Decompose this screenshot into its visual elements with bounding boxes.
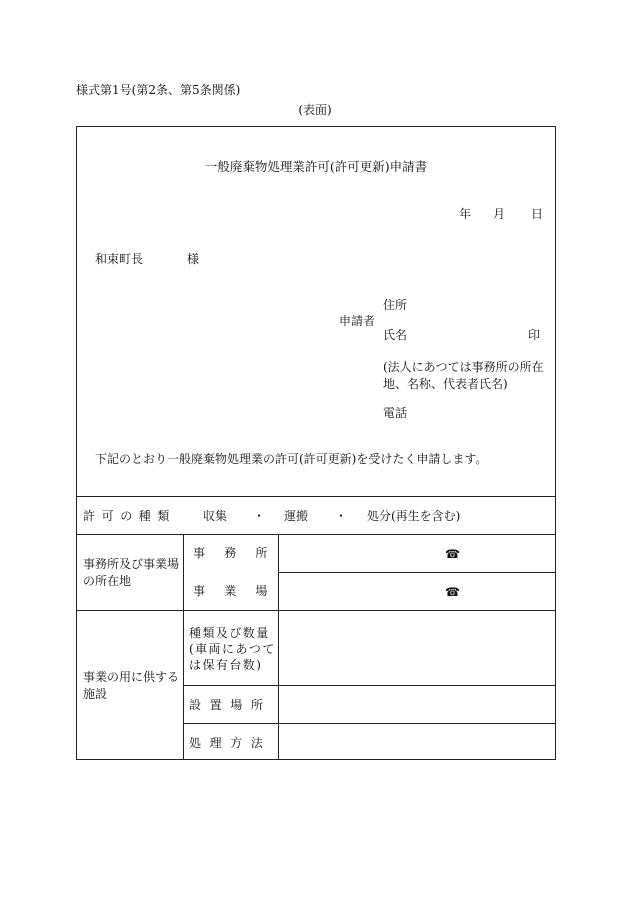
name-field[interactable]: 氏名 [383, 328, 408, 342]
types-quantity-note-cont: は保有台数) [189, 658, 263, 672]
front-side-label: (表面) [298, 103, 332, 117]
address-field[interactable]: 住所 [383, 298, 408, 312]
processing-method-label: 処理方法 [189, 736, 272, 750]
table-top-border [77, 496, 555, 497]
date-month-field[interactable]: 月 [493, 207, 506, 221]
types-quantity-label: 種類及び数量 [189, 626, 270, 640]
column-divider [183, 534, 184, 759]
row-divider [183, 685, 555, 686]
facilities-label: 事業の用に供する [83, 670, 180, 684]
permit-option-disposal[interactable]: 処分(再生を含む) [367, 509, 461, 523]
applicant-label: 申請者 [339, 314, 376, 328]
separator-dot: ・ [335, 509, 348, 523]
location-label: 事務所及び事業場 [83, 557, 180, 571]
site-label: 事業場 [193, 584, 287, 598]
row-divider [77, 534, 555, 535]
types-quantity-note: (車両にあつて [189, 642, 276, 656]
row-divider [183, 723, 555, 724]
permit-option-collection[interactable]: 収集 [203, 509, 228, 523]
seal-mark: 印 [528, 328, 541, 342]
telephone-icon: ☎ [445, 585, 460, 599]
column-divider [278, 534, 279, 759]
row-divider [278, 572, 555, 573]
phone-field[interactable]: 電話 [383, 406, 408, 420]
permit-type-label: 許可の種類 [83, 509, 177, 523]
document-title: 一般廃棄物処理業許可(許可更新)申請書 [204, 159, 428, 174]
location-label-cont: の所在地 [83, 574, 132, 588]
office-label: 事務所 [193, 546, 287, 560]
form-number: 様式第1号(第2条、第5条関係) [76, 83, 241, 97]
application-form [76, 126, 556, 760]
addressee: 和束町長 [95, 252, 144, 266]
permit-option-transport[interactable]: 運搬 [284, 509, 309, 523]
row-divider [77, 610, 555, 611]
honorific: 様 [187, 252, 200, 266]
separator-dot: ・ [253, 509, 266, 523]
facilities-label-cont: 施設 [83, 687, 108, 701]
telephone-icon: ☎ [445, 547, 460, 561]
corporate-note: (法人にあつては事務所の所在地、名称、代表者氏名) [383, 360, 544, 391]
date-day-field[interactable]: 日 [531, 207, 544, 221]
request-statement: 下記のとおり一般廃棄物処理業の許可(許可更新)を受けたく申請します。 [95, 452, 488, 466]
date-year-field[interactable]: 年 [459, 207, 472, 221]
placement-label: 設置場所 [189, 698, 272, 712]
